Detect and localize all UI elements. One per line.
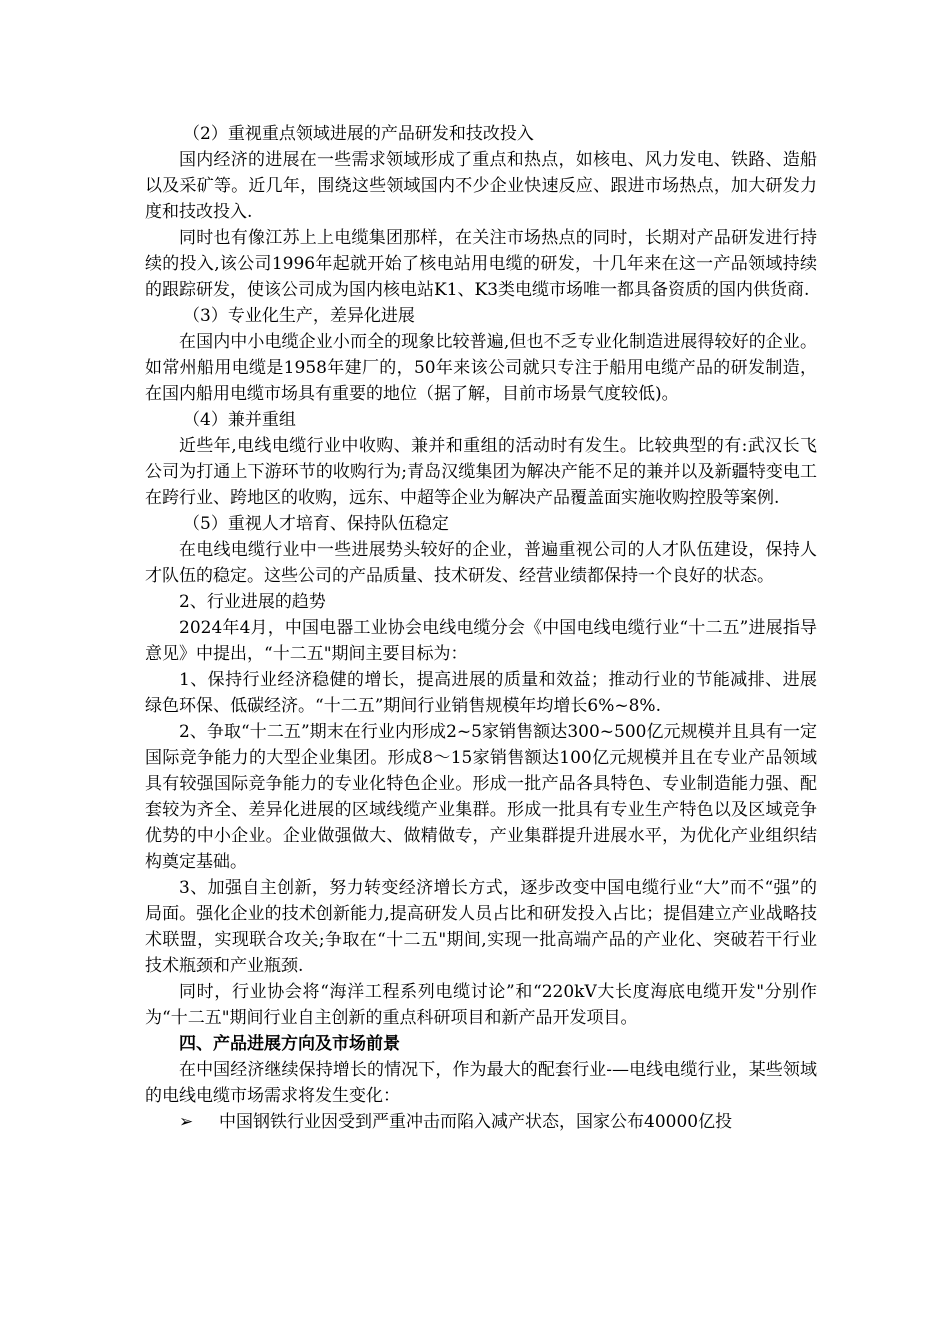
- subheading-mergers: （4）兼并重组: [183, 410, 296, 430]
- paragraph-jiangsu-shangshang: 同时也有像江苏上上电缆集团那样，在关注市场热点的同时，长期对产品研发进行持续的投入,该公司1996年起就开始了核电站用电缆的研发，十几年来在这一产品领域持续的跟踪研发，使该公司成为国内核电站K1、K3类电缆市场唯一都具备资质的国内供货商.: [145, 228, 817, 300]
- paragraph-market-change: 在中国经济继续保持增长的情况下，作为最大的配套行业-—电线电缆行业，某些领域的电线电缆市场需求将发生变化：: [145, 1060, 817, 1106]
- arrow-bullet-icon: ➢: [179, 1112, 194, 1132]
- goal-3: 3、加强自主创新，努力转变经济增长方式，逐步改变中国电缆行业“大”而不“强”的局面。强化企业的技术创新能力,提高研发人员占比和研发投入占比；提倡建立产业战略技术联盟，实现联合攻关;争取在“十二五"期间,实现一批高端产品的产业化、突破若干行业技术瓶颈和产业瓶颈.: [145, 878, 817, 976]
- subheading-product-rd: （2）重视重点领域进展的产品研发和技改投入: [183, 124, 534, 144]
- paragraph-guidance: 2024年4月，中国电器工业协会电线电缆分会《中国电线电缆行业“十二五”进展指导意见》中提出，“十二五"期间主要目标为：: [145, 618, 817, 664]
- subheading-talent: （5）重视人才培育、保持队伍稳定: [183, 514, 449, 534]
- paragraph-talent: 在电线电缆行业中一些进展势头较好的企业，普遍重视公司的人才队伍建设，保持人才队伍的稳定。这些公司的产品质量、技术研发、经营业绩都保持一个良好的状态。: [145, 540, 817, 586]
- goal-1: 1、保持行业经济稳健的增长，提高进展的质量和效益；推动行业的节能减排、进展绿色环保、低碳经济。“十二五”期间行业销售规模年均增长6%~8%.: [145, 670, 817, 716]
- document-page: [145, 121, 817, 1135]
- goal-2: 2、争取“十二五”期末在行业内形成2~5家销售额达300~500亿元规模并且具有一定国际竞争能力的大型企业集团。形成8～15家销售额达100亿元规模并且在专业产品领域具有较强国际竞争能力的专业化特色企业。形成一批产品各具特色、专业制造能力强、配套较为齐全、差异化进展的区域线缆产业集群。形成一批具有专业生产特色以及区域竞争优势的中小企业。企业做强做大、做精做专，产业集群提升进展水平，为优化产业组织结构奠定基础。: [145, 722, 817, 872]
- paragraph-small-enterprises: 在国内中小电缆企业小而全的现象比较普遍,但也不乏专业化制造进展得较好的企业。如常州船用电缆是1958年建厂的，50年来该公司就只专注于船用电缆产品的研发制造，在国内船用电缆市场具有重要的地位（据了解，目前市场景气度较低)。: [145, 332, 817, 404]
- section-heading-product-direction: 四、产品进展方向及市场前景: [179, 1034, 400, 1054]
- paragraph-association-projects: 同时，行业协会将“海洋工程系列电缆讨论”和“220kV大长度海底电缆开发"分别作为“十二五"期间行业自主创新的重点科研项目和新产品开发项目。: [145, 982, 817, 1028]
- paragraph-mergers: 近些年,电线电缆行业中收购、兼并和重组的活动时有发生。比较典型的有:武汉长飞公司为打通上下游环节的收购行为;青岛汉缆集团为解决产能不足的兼并以及新疆特变电工在跨行业、跨地区的收购，远东、中超等企业为解决产品覆盖面实施收购控股等案例.: [145, 436, 817, 508]
- bullet-text: 中国钢铁行业因受到严重冲击而陷入减产状态，国家公布40000亿投: [219, 1112, 733, 1132]
- paragraph-key-sectors: 国内经济的进展在一些需求领域形成了重点和热点，如核电、风力发电、铁路、造船以及采矿等。近几年，围绕这些领域国内不少企业快速反应、跟进市场热点，加大研发力度和技改投入.: [145, 150, 817, 222]
- bullet-item-steel: [145, 1109, 817, 1135]
- subheading-specialization: （3）专业化生产，差异化进展: [183, 306, 415, 326]
- section-heading-trends: 2、行业进展的趋势: [179, 592, 326, 612]
